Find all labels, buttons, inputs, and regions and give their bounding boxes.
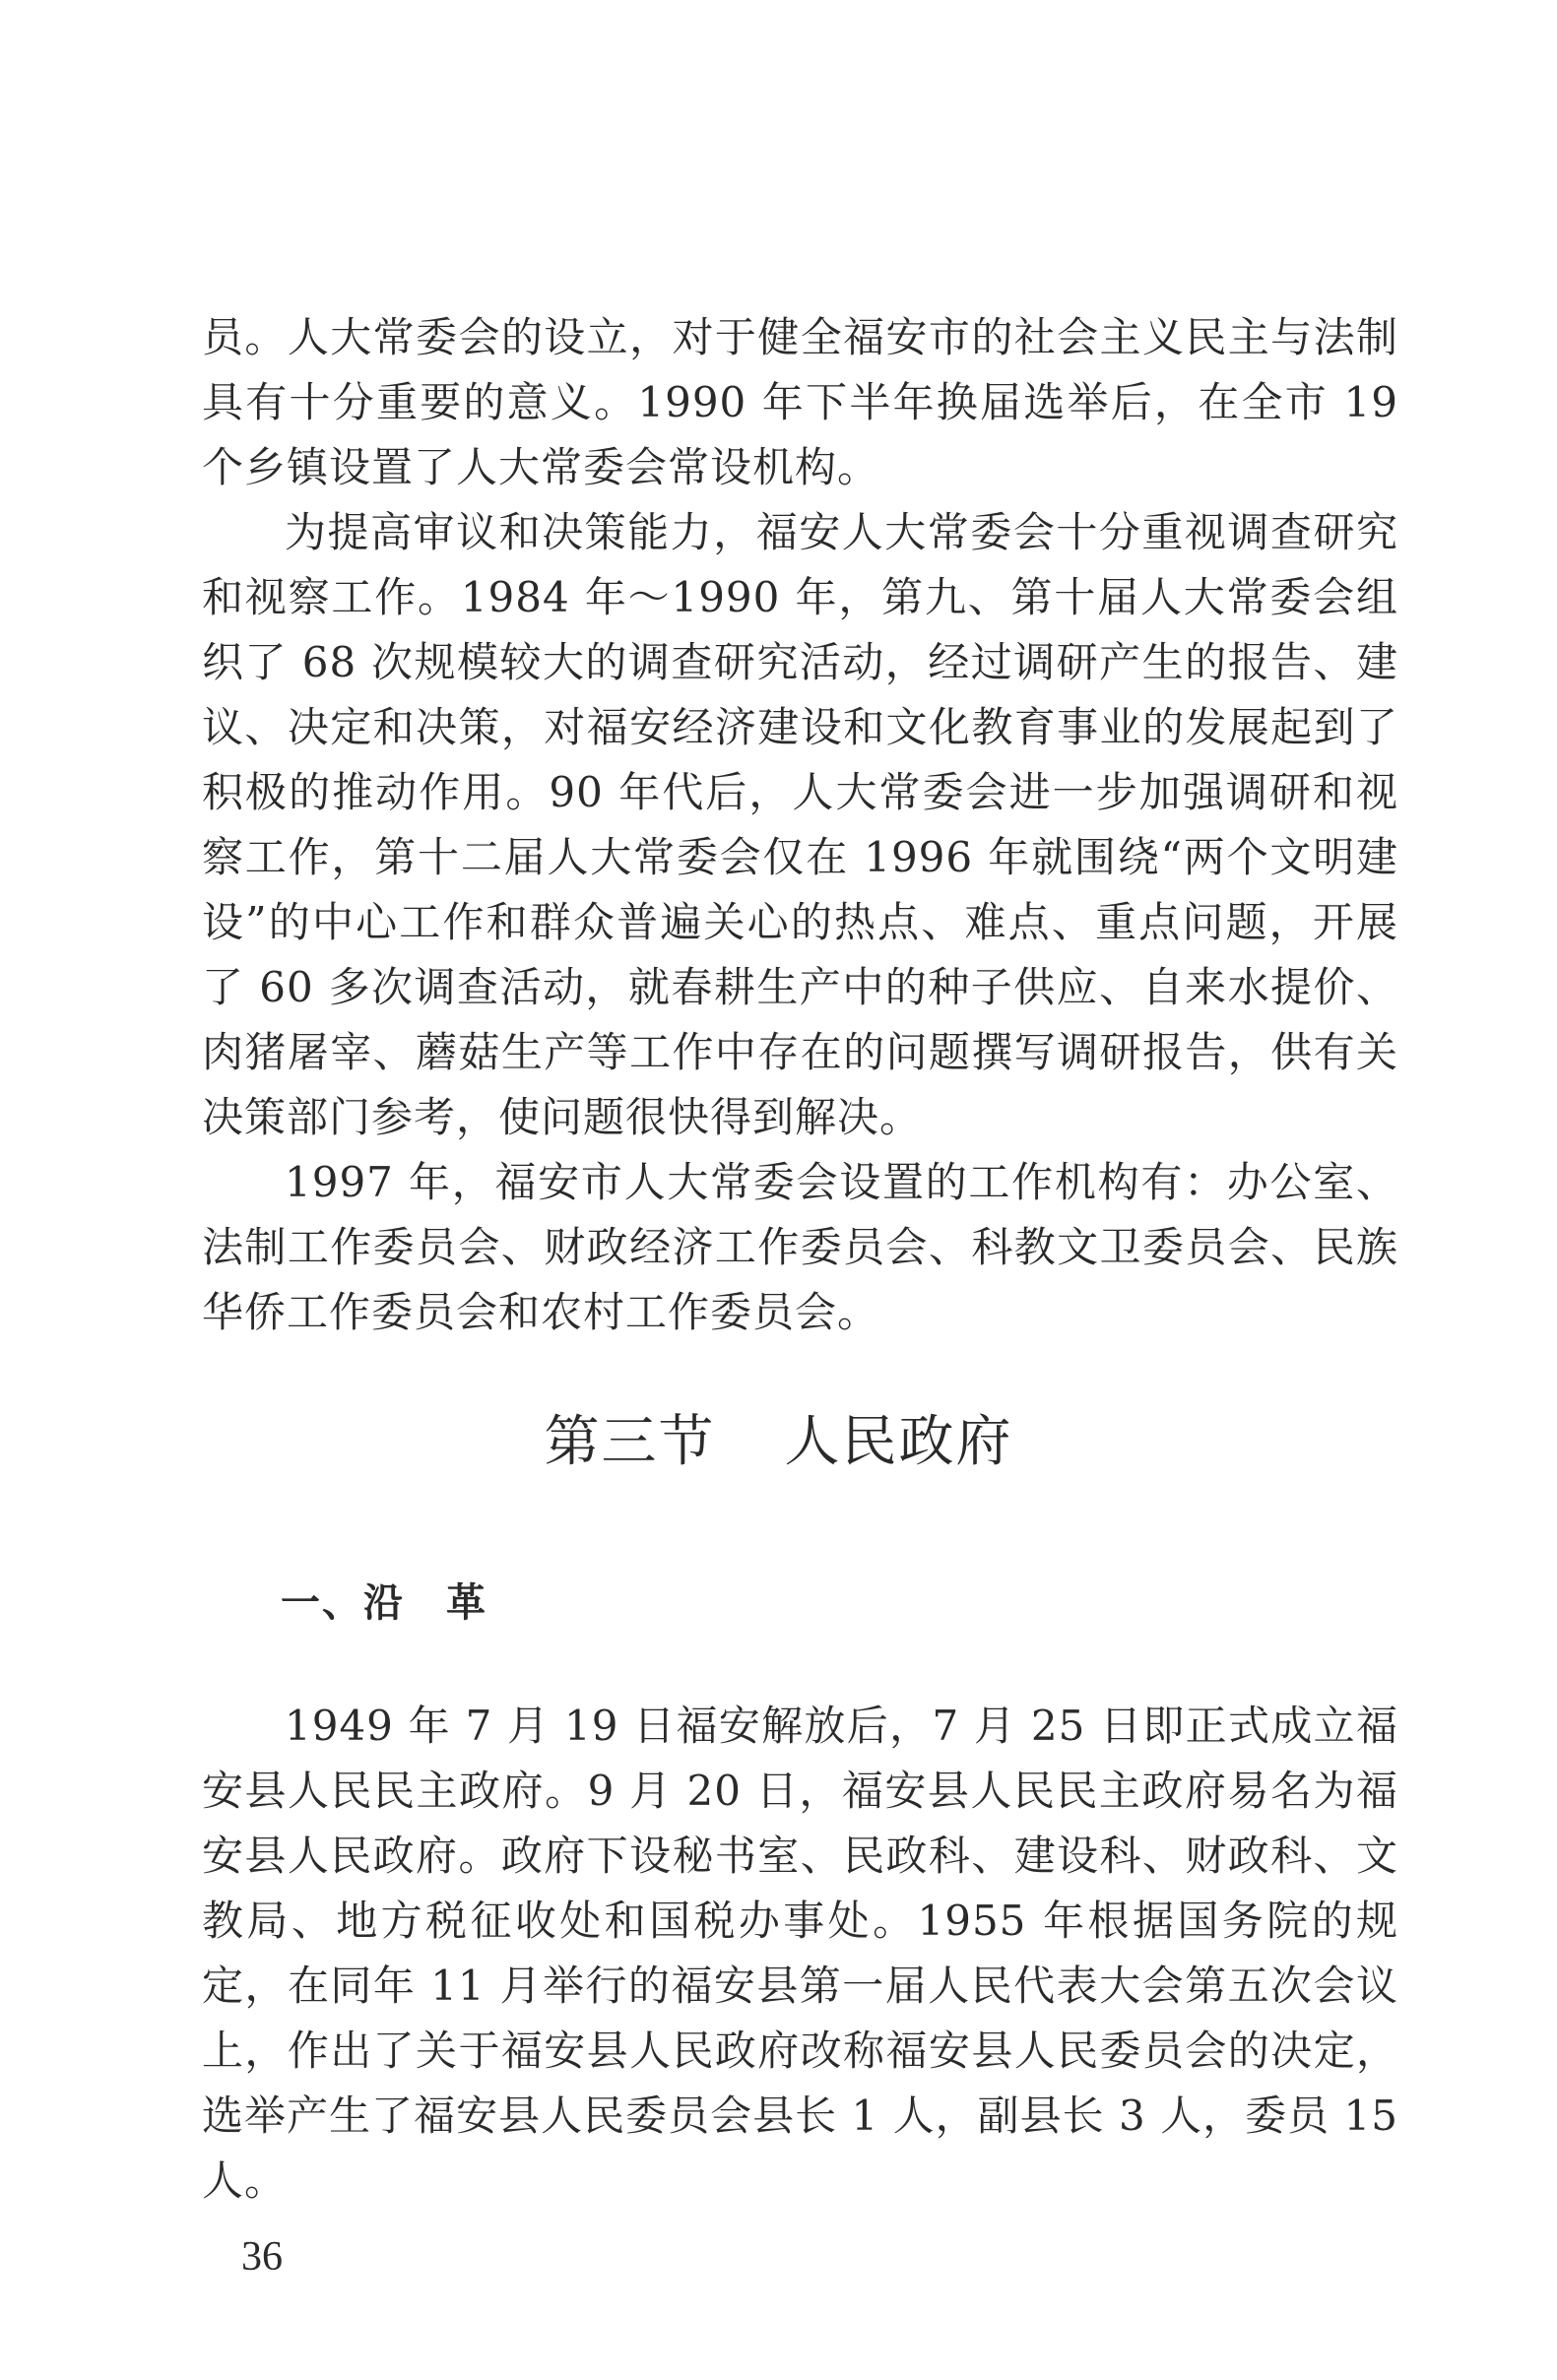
body-text-upper <box>202 305 1398 1345</box>
paragraph-organization-1997: 1997 年，福安市人大常委会设置的工作机构有：办公室、法制工作委员会、财政经济工作委员会、科教文卫委员会、民族华侨工作委员会和农村工作委员会。 <box>202 1158 1398 1336</box>
section-name: 人民政府 <box>784 1410 1013 1474</box>
body-text-lower <box>202 1694 1398 2214</box>
section-number: 第三节 <box>544 1410 716 1474</box>
subsection-heading: 一、沿 革 <box>281 1580 487 1626</box>
paragraph-history: 1949 年 7 月 19 日福安解放后，7 月 25 日即正式成立福安县人民民主政府。9 月 20 日，福安县人民民主政府易名为福安县人民政府。政府下设秘书室、民政科、建设科、财政科、文教局、地方税征收处和国税办事处。1955 年根据国务院的规定，在同年 11 月举行的福安县第一届人民代表大会第五次会议上，作出了关于福安县人民政府改称福安县人民委员会的决定，选举产生了福安县人民委员会县长 1 人，副县长 3 人，委员 15 人。 <box>202 1702 1398 2205</box>
page-number: 36 <box>241 2234 283 2280</box>
paragraph-continuation: 员。人大常委会的设立，对于健全福安市的社会主义民主与法制具有十分重要的意义。1990 年下半年换届选举后，在全市 19 个乡镇设置了人大常委会常设机构。 <box>202 313 1398 491</box>
paragraph-research: 为提高审议和决策能力，福安人大常委会十分重视调查研究和视察工作。1984 年～1990 年，第九、第十届人大常委会组织了 68 次规模较大的调查研究活动，经过调研产生的报告、建议、决定和决策，对福安经济建设和文化教育事业的发展起到了积极的推动作用。90 年代后，人大常委会进一步加强调研和视察工作，第十二届人大常委会仅在 1996 年就围绕“两个文明建设”的中心工作和群众普遍关心的热点、难点、重点问题，开展了 60 多次调查活动，就春耕生产中的种子供应、自来水提价、肉猪屠宰、蘑菇生产等工作中存在的问题撰写调研报告，供有关决策部门参考，使问题很快得到解决。 <box>202 508 1398 1141</box>
section-title <box>0 1403 1557 1482</box>
